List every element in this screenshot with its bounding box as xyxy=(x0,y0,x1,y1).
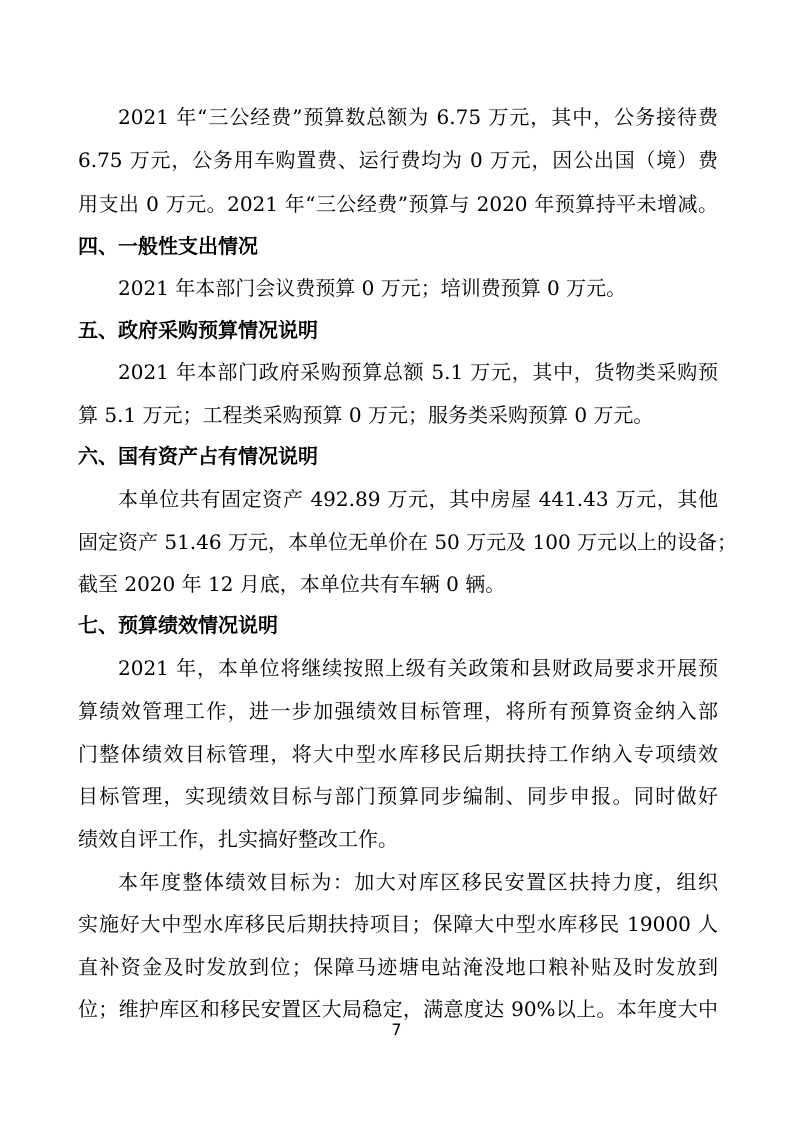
section-heading-performance: 七、预算绩效情况说明 xyxy=(78,613,278,637)
paragraph-line: 门整体绩效目标管理，将大中型水库移民后期扶持工作纳入专项绩效 xyxy=(78,742,718,766)
paragraph-line: 本年度整体绩效目标为：加大对库区移民安置区扶持力度，组织 xyxy=(118,870,718,894)
paragraph-line: 目标管理，实现绩效目标与部门预算同步编制、同步申报。同时做好 xyxy=(78,784,718,808)
paragraph-line: 直补资金及时发放到位；保障马迹塘电站淹没地口粮补贴及时发放到 xyxy=(78,955,718,979)
paragraph-line: 算绩效管理工作，进一步加强绩效目标管理，将所有预算资金纳入部 xyxy=(78,699,718,723)
page-number: 7 xyxy=(391,1020,402,1039)
paragraph-line: 2021 年本部门政府采购预算总额 5.1 万元，其中，货物类采购预 xyxy=(118,360,718,384)
section-heading-procurement: 五、政府采购预算情况说明 xyxy=(78,318,318,342)
paragraph-line: 实施好大中型水库移民后期扶持项目；保障大中型水库移民 19000 人 xyxy=(78,912,718,936)
paragraph-line: 绩效自评工作，扎实搞好整改工作。 xyxy=(78,827,398,851)
section-heading-general-expenditure: 四、一般性支出情况 xyxy=(78,234,258,258)
paragraph-line: 2021 年本部门会议费预算 0 万元；培训费预算 0 万元。 xyxy=(118,276,627,300)
paragraph-line: 位；维护库区和移民安置区大局稳定，满意度达 90%以上。本年度大中 xyxy=(78,997,718,1021)
paragraph-line: 固定资产 51.46 万元，本单位无单价在 50 万元及 100 万元以上的设备； xyxy=(78,530,738,554)
paragraph-line: 2021 年“三公经费”预算数总额为 6.75 万元，其中，公务接待费 xyxy=(118,105,718,129)
section-heading-state-assets: 六、国有资产占有情况说明 xyxy=(78,444,318,468)
paragraph-line: 截至 2020 年 12 月底，本单位共有车辆 0 辆。 xyxy=(78,572,506,596)
paragraph-line: 本单位共有固定资产 492.89 万元，其中房屋 441.43 万元，其他 xyxy=(118,487,718,511)
paragraph-line: 算 5.1 万元；工程类采购预算 0 万元；服务类采购预算 0 万元。 xyxy=(78,403,654,427)
paragraph-line: 6.75 万元，公务用车购置费、运行费均为 0 万元，因公出国（境）费 xyxy=(78,148,718,172)
paragraph-line: 用支出 0 万元。2021 年“三公经费”预算与 2020 年预算持平未增减。 xyxy=(78,192,718,216)
paragraph-line: 2021 年，本单位将继续按照上级有关政策和县财政局要求开展预 xyxy=(118,656,718,680)
